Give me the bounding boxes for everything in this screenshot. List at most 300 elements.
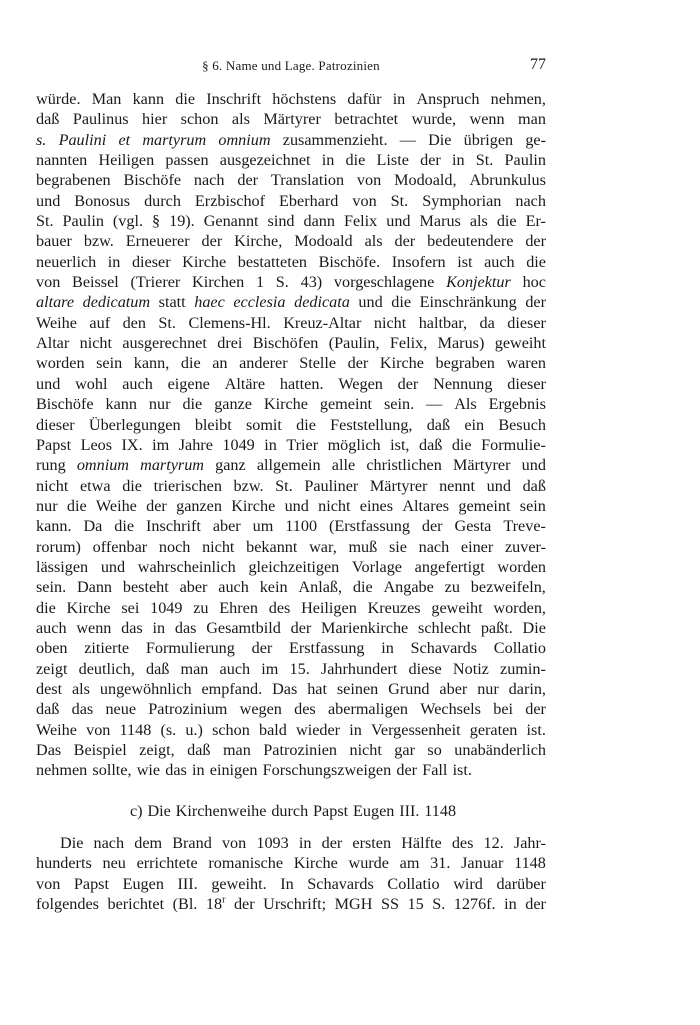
word: der (421, 517, 443, 536)
word: das (174, 618, 197, 637)
word: der (347, 354, 369, 373)
word: begraben (435, 354, 495, 373)
word: eines (359, 496, 394, 515)
word: wieder (296, 720, 341, 739)
word: nach (193, 171, 225, 190)
word: nach (418, 537, 450, 556)
word: Schavards (410, 639, 478, 658)
word: nur (36, 496, 58, 515)
word: nicht (318, 496, 351, 515)
word: daß (426, 415, 451, 434)
word: Kirche (66, 598, 111, 617)
word: noch (158, 537, 191, 556)
word: wenn (469, 110, 505, 129)
text-line (36, 699, 546, 719)
word: omnium (76, 456, 129, 475)
word: passen (165, 151, 209, 170)
word: Konjektur (446, 273, 511, 292)
word: geweiht (494, 334, 546, 353)
word: Translation (270, 171, 345, 190)
word: hat (307, 679, 327, 698)
word: Abrunkulus (469, 171, 546, 190)
word: Felix (343, 212, 378, 231)
word: Vergessenheit (370, 720, 461, 739)
word: von (36, 874, 61, 893)
word: Kirche (293, 854, 338, 873)
word: Paulin (62, 212, 104, 231)
text-line (36, 638, 546, 658)
word: die (114, 517, 135, 536)
word: muß (348, 537, 378, 556)
word: durch (144, 191, 181, 210)
word: in (152, 618, 166, 637)
word: Ehren (219, 598, 258, 617)
word: neuerlich (36, 252, 97, 271)
word: Märtyrer (263, 110, 321, 129)
text-line (36, 170, 546, 190)
word: der (525, 700, 546, 719)
word: aber (179, 578, 208, 597)
word: neu (102, 854, 126, 873)
word: zusammenzieht. (282, 130, 388, 149)
text-line (36, 476, 546, 496)
word: Patrozinien (263, 741, 338, 759)
word: sie (388, 537, 407, 556)
word: einer (460, 537, 494, 556)
word: geweiht (431, 598, 483, 617)
word: martyrum (140, 456, 204, 475)
word: oben (36, 639, 68, 658)
word: Kirchen (192, 273, 245, 292)
word: ein (464, 415, 485, 434)
text-line (36, 252, 546, 272)
word: Eberhard (279, 191, 339, 210)
word: ecclesia (233, 293, 286, 312)
word: Paulinus (72, 110, 129, 129)
word: paßt. (480, 618, 513, 637)
word: die (526, 252, 546, 271)
word: omnium (218, 130, 271, 149)
word: der (397, 374, 419, 393)
word: sein (96, 354, 123, 373)
word: abermaligen (327, 700, 408, 719)
word: Jahre (178, 435, 213, 454)
word: hatten. (279, 374, 324, 393)
word: nennt (439, 476, 476, 495)
word: Bischöfe (36, 395, 94, 414)
text-line (36, 272, 546, 292)
word: allgemein (256, 456, 321, 475)
word: empfand. (201, 679, 263, 698)
word: in (298, 834, 312, 853)
word: von (352, 191, 377, 210)
word: Altar (36, 334, 70, 353)
word: Modoald (294, 232, 353, 251)
word: worden (36, 354, 85, 373)
word: 12. (483, 834, 504, 853)
running-header (36, 56, 546, 76)
page-number: 77 (530, 56, 546, 73)
word: das (71, 700, 94, 719)
word: Felix, (389, 334, 428, 353)
text-line (36, 760, 546, 780)
word: und (36, 191, 61, 210)
word: worden (497, 557, 546, 576)
word: s. (36, 130, 47, 149)
word: auch (122, 374, 153, 393)
word: nannten (36, 151, 88, 170)
word: Heiligen (98, 151, 155, 170)
word: Patrozinium (148, 700, 228, 719)
word: in (107, 252, 121, 271)
word: dedicata (294, 293, 350, 312)
word: wenn (76, 618, 112, 637)
word: und (36, 374, 61, 393)
word: der (146, 496, 167, 515)
word: hunderts (36, 854, 92, 873)
word: würde. (36, 90, 81, 108)
word: die (36, 598, 56, 617)
word: in (504, 895, 517, 914)
text-line (36, 577, 546, 597)
word: Weihe (36, 720, 77, 739)
word: Bonosus (74, 191, 131, 210)
word: die (122, 476, 142, 495)
word: schon (212, 720, 250, 739)
word: aber (212, 517, 241, 536)
text-line (36, 89, 546, 109)
word: Trier (286, 435, 319, 454)
word: Fall (422, 761, 448, 780)
word: folgendes (36, 895, 99, 914)
word: ge- (525, 130, 546, 149)
word: die (296, 415, 316, 434)
word: Modoald, (394, 171, 457, 190)
word: betrachtet (334, 110, 399, 129)
text-line (36, 374, 546, 394)
word: etwa (80, 476, 111, 495)
word: Heiligen (301, 598, 357, 617)
word: Marienkirche (321, 618, 409, 637)
word: errichtete (136, 854, 198, 873)
word: Er- (525, 212, 546, 231)
word: dafür (347, 90, 382, 108)
word: an (212, 354, 228, 373)
word: S. (275, 273, 289, 292)
word: ausgerechnet (122, 334, 207, 353)
word: sein (519, 496, 546, 515)
word: Beissel (72, 273, 119, 292)
word: die (391, 293, 412, 312)
word: diese (408, 659, 442, 678)
word: vorgeschlagene (333, 273, 435, 292)
word: St. (275, 476, 293, 495)
word: der (525, 232, 546, 251)
text-line (36, 191, 546, 211)
word: zu (444, 578, 460, 597)
word: in (381, 639, 394, 658)
word: nach (93, 834, 125, 853)
word: haec (194, 293, 225, 312)
word: Notiz (452, 659, 489, 678)
word: schon (180, 110, 219, 129)
word: In (280, 874, 294, 893)
word: zitierte (84, 639, 130, 658)
text-line (36, 516, 546, 536)
word: Die (522, 618, 546, 637)
word: ist (457, 252, 473, 271)
word: c) (130, 801, 143, 820)
word: des (451, 834, 474, 853)
word: von (36, 273, 61, 292)
word: Man (91, 90, 122, 108)
word: alle (331, 456, 356, 475)
word: war, (309, 537, 337, 556)
word: wohl (75, 374, 108, 393)
word: Wechsels (420, 700, 481, 719)
word: kann (132, 90, 165, 108)
word: und (100, 557, 126, 576)
word: offenbar (92, 537, 148, 556)
word: hoc (522, 273, 546, 292)
word: anderer (239, 354, 288, 373)
word: MGH (334, 895, 373, 914)
paragraph-1 (36, 89, 546, 781)
word: nach (515, 191, 546, 210)
word: Das (36, 741, 62, 759)
word: ganze (214, 395, 252, 414)
word: dieser (507, 313, 546, 332)
word: den (122, 313, 146, 332)
word: S. (432, 895, 446, 914)
word: 1276f. (453, 895, 496, 914)
word: (Erstfassung (329, 517, 410, 536)
word: — (426, 395, 443, 414)
word: Liste (376, 151, 409, 170)
body-text (36, 89, 546, 914)
word: der (251, 639, 273, 658)
word: Jahr- (513, 834, 546, 853)
word: Kirche (263, 395, 308, 414)
word: darin, (508, 679, 546, 698)
running-title: § 6. Name und Lage. Patrozinien (202, 58, 380, 73)
word: der (396, 761, 418, 780)
word: Erstfassung (288, 639, 365, 658)
text-line (36, 874, 546, 894)
text-line (36, 353, 546, 373)
word: des (294, 700, 316, 719)
word: Als (454, 395, 477, 414)
word: um (252, 517, 274, 536)
word: Märtyrer (369, 476, 428, 495)
word: Kirche, (234, 232, 283, 251)
word: in (451, 151, 465, 170)
text-line (36, 618, 546, 638)
word: romanische (208, 854, 284, 873)
word: gleichzeitigen (248, 557, 340, 576)
word: bezweifeln, (470, 578, 546, 597)
word: (Bl. (172, 895, 198, 914)
word: Die (60, 834, 84, 853)
word: Kreuz-Altar (283, 313, 362, 332)
word: da (479, 313, 495, 332)
word: neue (105, 700, 137, 719)
text-line (36, 496, 546, 516)
word: die (345, 151, 366, 170)
word: drei (217, 334, 243, 353)
word: bedeutendere (427, 232, 514, 251)
word: Da (83, 517, 103, 536)
word: nehmen (36, 761, 88, 780)
word: Gesta (454, 517, 492, 536)
word: Collatio (387, 874, 440, 893)
word: im (152, 435, 170, 454)
word: worden, (493, 598, 546, 617)
word: die (180, 354, 201, 373)
word: Die (428, 130, 452, 149)
word: die (496, 212, 517, 231)
word: unabänderlich (454, 741, 546, 759)
word: ungewöhnlich (99, 679, 192, 698)
word: Papst (313, 801, 349, 820)
word: man (518, 110, 546, 129)
word: Überlegungen (88, 415, 181, 434)
word: in (264, 435, 277, 454)
word: bestatteten (237, 252, 307, 271)
word: Forschungszweigen (262, 761, 392, 780)
text-line (36, 313, 546, 333)
word: ist, (390, 435, 410, 454)
word: der (201, 232, 223, 251)
word: zeigt, (139, 741, 175, 759)
word: bei (493, 700, 513, 719)
word: statt (158, 293, 186, 312)
word: nicht (373, 313, 407, 332)
word: sind (267, 212, 295, 231)
word: Einschränkung (419, 293, 517, 312)
word: nicht (79, 334, 112, 353)
word: Bischöfe (123, 171, 182, 190)
word: 1100 (285, 517, 318, 536)
word: Erzbischof (194, 191, 266, 210)
word: des (268, 598, 291, 617)
word: und (486, 476, 511, 495)
word: zeigt (36, 659, 68, 678)
word: Pauliner (304, 476, 359, 495)
word: Formulie- (481, 435, 546, 454)
text-line (36, 435, 546, 455)
word: geweiht. (211, 874, 267, 893)
text-line (36, 394, 546, 414)
word: Papst (36, 435, 72, 454)
word: 1148 (424, 801, 457, 820)
word: Weihe (36, 313, 77, 332)
word: Collatio (493, 639, 546, 658)
text-line (36, 292, 546, 312)
word: geraten (469, 720, 518, 739)
word: Kirche (182, 252, 227, 271)
word: IX. (121, 435, 143, 454)
word: Grund (388, 679, 430, 698)
word: in (349, 720, 362, 739)
word: bzw. (83, 232, 114, 251)
word: und (284, 496, 309, 515)
word: trierischen (153, 476, 222, 495)
text-line (36, 150, 546, 170)
word: als (231, 110, 250, 129)
word: kein (259, 578, 288, 597)
word: 15 (407, 895, 424, 914)
word: Kirchenweihe (175, 801, 267, 820)
word: 1148 (514, 854, 546, 873)
word: daß (522, 476, 546, 495)
word: SS (380, 895, 399, 914)
word: Hälfte (401, 834, 442, 853)
word: Feststellung, (330, 415, 413, 434)
word: 1049 (150, 598, 183, 617)
word: Insofern (391, 252, 446, 271)
word: Formulierung (145, 639, 235, 658)
word: St. (390, 191, 409, 210)
word: Inschrift (146, 517, 201, 536)
word: Kirche (379, 354, 424, 373)
word: christlichen (366, 456, 442, 475)
text-line (36, 833, 546, 853)
word: besteht (122, 578, 169, 597)
word: waren (506, 354, 546, 373)
word: Märtyrer (452, 456, 511, 475)
word: hier (142, 110, 168, 129)
word: der (394, 232, 416, 251)
word: dann (303, 212, 335, 231)
paragraph-2 (36, 833, 546, 914)
word: Leos (80, 435, 113, 454)
word: bekannt (246, 537, 298, 556)
word: gemeint (458, 496, 511, 515)
word: Kirche (231, 496, 276, 515)
word: III. (399, 801, 420, 820)
text-line (36, 455, 546, 475)
text-line (36, 109, 546, 129)
word: einigen (209, 761, 258, 780)
word: kann, (133, 354, 170, 373)
word: Paulin (504, 151, 546, 170)
word: die (66, 496, 87, 515)
word: von (356, 171, 382, 190)
word: höchstens (272, 90, 337, 108)
word: als (469, 212, 488, 231)
word: sollte, (92, 761, 132, 780)
word: der (321, 834, 343, 853)
word: wurde, (411, 110, 457, 129)
word: St. (158, 313, 176, 332)
word: das (121, 618, 143, 637)
word: 18$^r$ (205, 894, 226, 914)
word: übrigen (463, 130, 514, 149)
word: dedicatum (82, 293, 151, 312)
word: St. (36, 212, 54, 231)
word: berichtet (107, 895, 165, 914)
word: u.) (185, 720, 203, 739)
word: daß (418, 435, 443, 454)
word: somit (245, 415, 282, 434)
word: und (386, 212, 411, 231)
word: 19). (169, 212, 195, 231)
word: in (321, 151, 335, 170)
word: Jahrhundert (320, 659, 398, 678)
word: und (521, 456, 546, 475)
word: nehmen, (490, 90, 546, 108)
